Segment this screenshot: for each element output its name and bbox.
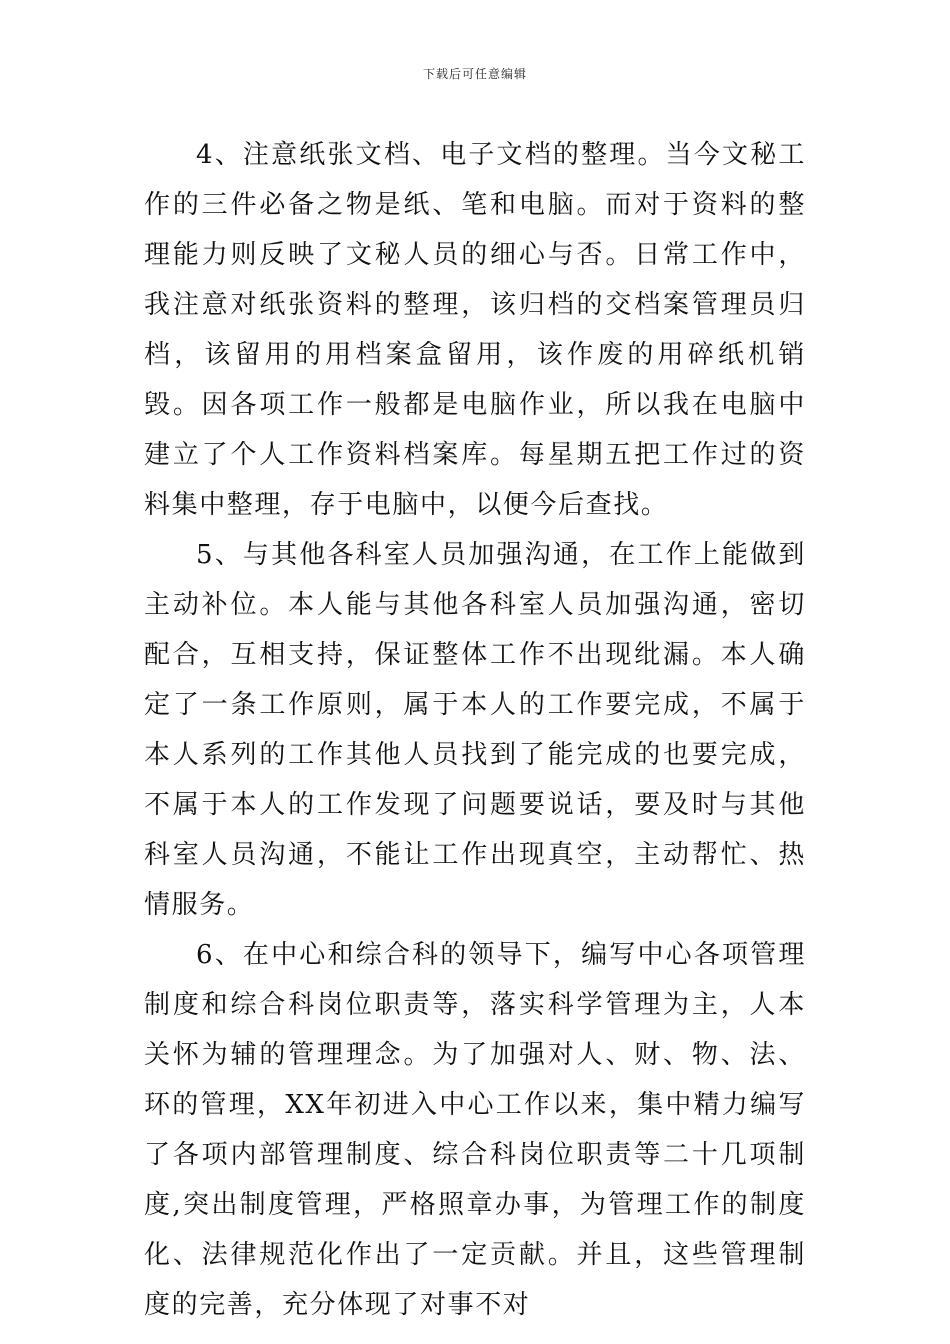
paragraph-4: 4、注意纸张文档、电子文档的整理。当今文秘工作的三件必备之物是纸、笔和电脑。而对于资料的整理能力则反映了文秘人员的细心与否。日常工作中，我注意对纸张资料的整理，该归档的交档案管理员归档，该留用的用档案盒留用，该作废的用碎纸机销毁。因各项工作一般都是电脑作业，所以我在电脑中建立了个人工作资料档案库。每星期五把工作过的资料集中整理，存于电脑中，以便今后查找。 [144,140,806,520]
paragraph-6: 6、在中心和综合科的领导下，编写中心各项管理制度和综合科岗位职责等，落实科学管理为主，人本关怀为辅的管理理念。为了加强对人、财、物、法、环的管理，XX年初进入中心工作以来，集中精力编写了各项内部管理制度、综合科岗位职责等二十几项制度,突出制度管理，严格照章办事，为管理工作的制度化、法律规范化作出了一定贡献。并且，这些管理制度的完善，充分体现了对事不对 [144,940,806,1320]
document-body [144,130,806,1330]
page-header: 下载后可任意编辑 [422,67,527,81]
paragraph-5: 5、与其他各科室人员加强沟通，在工作上能做到主动补位。本人能与其他各科室人员加强沟通，密切配合，互相支持，保证整体工作不出现纰漏。本人确定了一条工作原则，属于本人的工作要完成，不属于本人系列的工作其他人员找到了能完成的也要完成，不属于本人的工作发现了问题要说话，要及时与其他科室人员沟通，不能让工作出现真空，主动帮忙、热情服务。 [144,540,806,920]
